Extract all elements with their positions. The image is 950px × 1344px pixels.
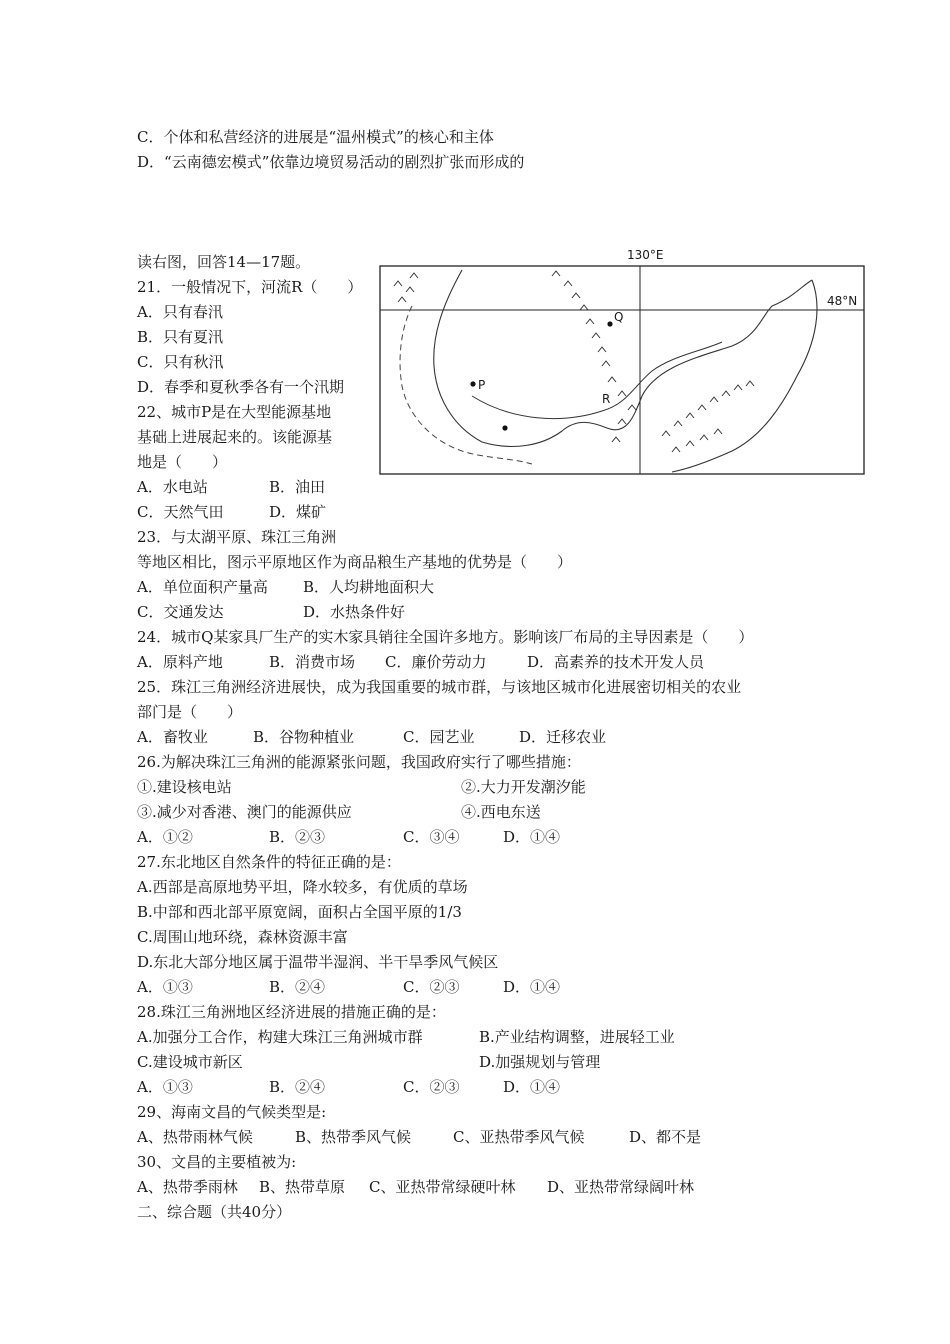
q29-option-d: D、都不是 (629, 1128, 702, 1146)
q28-item-b: B.产业结构调整，进展轻工业 (479, 1028, 675, 1046)
city-q-label: Q (614, 310, 624, 324)
q24-option-b: B．消费市场 (269, 653, 356, 671)
q26-option-b: B．②③ (269, 828, 326, 846)
q21-option-b: B．只有夏汛 (137, 328, 224, 346)
q29-stem: 29、海南文昌的气候类型是: (137, 1103, 327, 1121)
q29-option-b: B、热带季风气候 (295, 1128, 412, 1146)
map-intro: 读右图，回答14—17题。 (137, 253, 311, 271)
q26-item-4: ④.西电东送 (461, 803, 541, 821)
city-p-label: P (478, 378, 486, 392)
q26-item-1: ①.建设核电站 (137, 778, 232, 796)
q22-option-c: C．天然气田 (137, 503, 224, 521)
q30-option-a: A、热带季雨林 (137, 1178, 238, 1196)
river-r-label: R (602, 392, 611, 406)
q27-option-c: C．②③ (403, 978, 460, 996)
q21-option-c: C．只有秋汛 (137, 353, 224, 371)
q26-option-c: C．③④ (403, 828, 460, 846)
q28-item-c: C.建设城市新区 (137, 1053, 243, 1071)
q28-item-d: D.加强规划与管理 (479, 1053, 601, 1071)
q22-option-b: B．油田 (269, 478, 326, 496)
q28-option-a: A．①③ (137, 1078, 193, 1096)
q28-item-a: A.加强分工合作，构建大珠江三角洲城市群 (137, 1028, 423, 1046)
q27-item-c: C.周围山地环绕，森林资源丰富 (137, 928, 348, 946)
section-2-heading: 二、综合题（共40分） (137, 1203, 292, 1221)
q25-option-a: A．畜牧业 (137, 728, 208, 746)
q22-stem-1: 22、城市P是在大型能源基地 (137, 403, 332, 421)
q30-stem: 30、文昌的主要植被为: (137, 1153, 297, 1171)
q28-option-d: D．①④ (503, 1078, 561, 1096)
q27-option-b: B．②④ (269, 978, 326, 996)
q23-option-a: A．单位面积产量高 (137, 578, 268, 596)
q28-stem: 28.珠江三角洲地区经济进展的措施正确的是： (137, 1003, 446, 1021)
q26-option-d: D．①④ (503, 828, 561, 846)
q27-option-d: D．①④ (503, 978, 561, 996)
q26-item-3: ③.减少对香港、澳门的能源供应 (137, 803, 352, 821)
q29-option-a: A、热带雨林气候 (137, 1128, 253, 1146)
q23-option-d: D．水热条件好 (303, 603, 406, 621)
q25-option-d: D．迁移农业 (519, 728, 607, 746)
q26-stem: 26.为解决珠江三角洲的能源紧张问题，我国政府实行了哪些措施： (137, 753, 581, 771)
q25-option-b: B．谷物种植业 (253, 728, 355, 746)
q25-stem-2: 部门是（ ） (137, 703, 243, 721)
q27-item-a: A.西部是高原地势平坦，降水较多，有优质的草场 (137, 878, 468, 896)
q24-stem: 24．城市Q某家具厂生产的实木家具销往全国许多地方。影响该厂布局的主导因素是（ ） (137, 628, 754, 646)
northeast-china-map (372, 246, 872, 478)
q25-option-c: C．园艺业 (403, 728, 475, 746)
latitude-label: 48°N (827, 294, 858, 308)
q21-option-d: D．春季和夏秋季各有一个汛期 (137, 378, 345, 396)
option-d-dehong: D．“云南德宏模式”依靠边境贸易活动的剧烈扩张而形成的 (137, 153, 525, 171)
q29-option-c: C、亚热带季风气候 (453, 1128, 585, 1146)
q25-stem-1: 25．珠江三角洲经济进展快，成为我国重要的城市群，与该地区城市化进展密切相关的农业 (137, 678, 742, 696)
q27-item-d: D.东北大部分地区属于温带半湿润、半干旱季风气候区 (137, 953, 499, 971)
map-drawing (372, 246, 872, 478)
q30-option-c: C、亚热带常绿硬叶林 (369, 1178, 516, 1196)
q24-option-a: A．原料产地 (137, 653, 223, 671)
q26-option-a: A．①② (137, 828, 193, 846)
q22-option-d: D．煤矿 (269, 503, 327, 521)
q26-item-2: ②.大力开发潮汐能 (461, 778, 586, 796)
q21-option-a: A．只有春汛 (137, 303, 223, 321)
q23-stem-2: 等地区相比，图示平原地区作为商品粮生产基地的优势是（ ） (137, 553, 573, 571)
q22-option-a: A．水电站 (137, 478, 208, 496)
q24-option-d: D．高素养的技术开发人员 (527, 653, 705, 671)
q24-option-c: C．廉价劳动力 (385, 653, 487, 671)
q30-option-b: B、热带草原 (259, 1178, 346, 1196)
q28-option-b: B．②④ (269, 1078, 326, 1096)
q30-option-d: D、亚热带常绿阔叶林 (547, 1178, 695, 1196)
q22-stem-2: 基础上进展起来的。该能源基 (137, 428, 333, 446)
q23-option-b: B．人均耕地面积大 (303, 578, 435, 596)
q27-item-b: B.中部和西北部平原宽阔，面积占全国平原的1/3 (137, 903, 462, 921)
longitude-label: 130°E (627, 248, 664, 262)
q27-stem: 27.东北地区自然条件的特征正确的是： (137, 853, 401, 871)
q21-stem: 21．一般情况下，河流R（ ） (137, 278, 363, 296)
q23-option-c: C．交通发达 (137, 603, 224, 621)
q23-stem-1: 23．与太湖平原、珠江三角洲 (137, 528, 337, 546)
option-c-wenzhou: C．个体和私营经济的进展是“温州模式”的核心和主体 (137, 128, 494, 146)
q28-option-c: C．②③ (403, 1078, 460, 1096)
q27-option-a: A．①③ (137, 978, 193, 996)
q22-stem-3: 地是（ ） (137, 453, 228, 471)
